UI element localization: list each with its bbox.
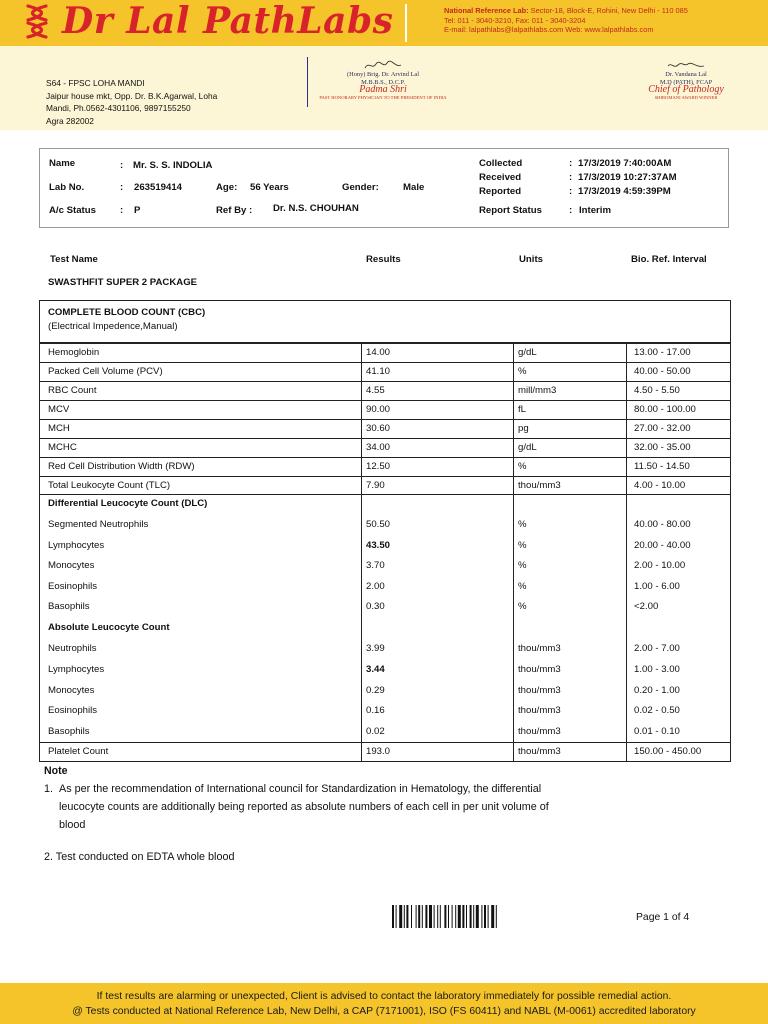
test-result: 0.30	[366, 601, 385, 612]
package-name: SWASTHFIT SUPER 2 PACKAGE	[48, 277, 198, 288]
test-unit: thou/mm3	[518, 746, 561, 757]
lab-address-line: Mandi, Ph.0562-4301106, 9897155250	[46, 103, 191, 114]
test-ref-interval: 0.02 - 0.50	[634, 705, 680, 717]
test-name: MCV	[48, 404, 70, 415]
test-unit: %	[518, 461, 527, 472]
test-ref-interval: 0.01 - 0.10	[634, 726, 680, 738]
doctor-2-award: SHIROMANI AWARD WINNER	[654, 94, 718, 100]
test-ref-interval: 150.00 - 450.00	[634, 746, 702, 757]
footer-advice: If test results are alarming or unexpected, Client is advised to contact the laboratory immediately for possible remedial action.	[96, 991, 672, 1002]
test-name: Neutrophils	[48, 643, 97, 654]
test-ref-interval: 11.50 - 14.50	[634, 461, 690, 472]
col-results: Results	[366, 254, 401, 265]
test-name: Monocytes	[48, 560, 95, 571]
signature-image	[315, 60, 451, 71]
test-unit: %	[518, 601, 527, 612]
note-2: 2. Test conducted on EDTA whole blood	[44, 851, 235, 863]
table-rule	[39, 476, 731, 477]
test-name: Platelet Count	[48, 746, 109, 757]
colon: :	[569, 186, 573, 197]
patient-age: 56 Years	[250, 182, 289, 193]
dna-logo-icon	[20, 3, 54, 43]
colon: :	[120, 182, 124, 193]
doctor-2-title: Chief of Pathology	[648, 84, 724, 96]
note-1	[44, 780, 654, 834]
footer-accreditation: @ Tests conducted at National Reference Lab, New Delhi, a CAP (7171001), ISO (FS 60411) and NABL (M-0061) accredited laboratory	[72, 1006, 696, 1017]
footer-band	[0, 983, 768, 1024]
test-unit: %	[518, 519, 527, 530]
ac-status-label: A/c Status	[49, 205, 96, 216]
header-divider	[405, 4, 407, 42]
test-result: 43.50	[366, 539, 391, 551]
test-ref-interval: 2.00 - 7.00	[634, 643, 680, 654]
table-rule	[39, 381, 731, 382]
labno-label: Lab No.	[49, 182, 85, 193]
test-unit: g/dL	[518, 442, 537, 453]
test-ref-interval: 80.00 - 100.00	[634, 404, 696, 415]
colon: :	[120, 205, 124, 216]
lab-address	[46, 77, 217, 127]
test-unit: thou/mm3	[518, 663, 561, 675]
note-title: Note	[44, 765, 68, 777]
test-result: 2.00	[366, 580, 385, 592]
col-ref-interval: Bio. Ref. Interval	[631, 254, 707, 265]
lab-number: 263519414	[134, 182, 183, 193]
test-name: Red Cell Distribution Width (RDW)	[48, 461, 195, 472]
colon: :	[120, 160, 124, 171]
test-ref-interval: 4.00 - 10.00	[634, 480, 686, 491]
reported-label: Reported	[479, 186, 522, 197]
brand-name: Dr Lal PathLabs	[62, 0, 394, 42]
age-label: Age:	[216, 182, 238, 193]
test-ref-interval: 27.00 - 32.00	[634, 423, 691, 434]
doctor-2-degree: M.D (PATH), FCAP	[659, 78, 713, 86]
nrl-email: E-mail: lalpathlabs@lalpathlabs.com Web: www.lalpathlabs.com	[444, 25, 654, 35]
test-result: 3.44	[366, 663, 385, 675]
test-name: Hemoglobin	[48, 347, 100, 358]
gender-label: Gender:	[342, 182, 379, 193]
test-unit: thou/mm3	[518, 705, 561, 717]
test-unit: %	[518, 539, 527, 551]
test-unit: thou/mm3	[518, 643, 561, 654]
nrl-label: National Reference Lab:	[444, 6, 529, 15]
col-units: Units	[519, 254, 543, 265]
received-value: 17/3/2019 10:27:37AM	[578, 172, 677, 183]
reported-value: 17/3/2019 4:59:39PM	[578, 186, 671, 197]
test-unit: %	[518, 560, 527, 571]
signature-image	[636, 60, 736, 71]
ac-status-value: P	[134, 205, 141, 216]
table-rule	[39, 400, 731, 401]
test-name: Packed Cell Volume (PCV)	[48, 366, 163, 377]
name-label: Name	[49, 158, 76, 169]
test-ref-interval: 32.00 - 35.00	[634, 442, 691, 453]
colon: :	[569, 158, 573, 169]
lab-address-line: Jaipur house mkt, Opp. Dr. B.K.Agarwal, Loha	[46, 90, 218, 101]
collected-label: Collected	[479, 158, 523, 169]
note-1-line-3: blood	[59, 819, 86, 831]
col-test-name: Test Name	[50, 254, 98, 265]
table-rule	[39, 742, 731, 743]
test-unit: g/dL	[518, 347, 537, 358]
test-result: 0.02	[366, 726, 385, 738]
doctor-2-name: Dr. Vandana Lal	[665, 71, 707, 78]
barcode-icon	[392, 905, 554, 928]
doctor-1-note: PAST HONORARY PHYSICIAN TO THE PRESIDENT OF INDIA	[319, 94, 447, 100]
test-ref-interval: <2.00	[634, 601, 659, 612]
test-result: 0.29	[366, 684, 385, 696]
doctor-1-name: (Hony) Brig. Dr. Arvind Lal	[346, 71, 420, 78]
test-name: Lymphocytes	[48, 539, 105, 551]
table-rule	[39, 343, 731, 344]
test-ref-interval: 40.00 - 50.00	[634, 366, 691, 377]
nrl-address: Sector-18, Block-E, Rohini, New Delhi - 110 085	[530, 6, 688, 15]
header-band	[0, 0, 768, 46]
test-ref-interval: 40.00 - 80.00	[634, 519, 691, 530]
colon: :	[569, 172, 573, 183]
test-unit: thou/mm3	[518, 684, 561, 696]
test-name: Lymphocytes	[48, 663, 105, 675]
note-1-line-1: As per the recommendation of International council for Standardization in Hematology, the differential	[59, 783, 542, 795]
test-unit: %	[518, 580, 527, 592]
patient-gender: Male	[403, 182, 425, 193]
test-unit: thou/mm3	[518, 726, 561, 738]
test-result: 41.10	[366, 366, 391, 377]
table-rule	[39, 419, 731, 420]
lab-address-line: Agra 282002	[46, 115, 94, 126]
test-result: 3.99	[366, 643, 385, 654]
test-result: 90.00	[366, 404, 391, 415]
dlc-title: Differential Leucocyte Count (DLC)	[48, 498, 208, 509]
lab-address-line: S64 - FPSC LOHA MANDI	[46, 78, 145, 88]
test-result: 34.00	[366, 442, 391, 453]
page-number: Page 1 of 4	[636, 912, 690, 923]
colon: :	[569, 205, 573, 216]
handwritten-signature-icon	[363, 60, 403, 71]
test-name: Basophils	[48, 726, 90, 738]
received-label: Received	[479, 172, 522, 183]
test-result: 3.70	[366, 560, 385, 571]
test-name: Eosinophils	[48, 705, 98, 717]
test-unit: mill/mm3	[518, 385, 557, 396]
test-name: Total Leukocyte Count (TLC)	[48, 480, 171, 491]
test-name: Basophils	[48, 601, 90, 612]
address-divider	[307, 57, 308, 107]
test-name: Segmented Neutrophils	[48, 519, 149, 530]
national-reference-lab-info	[444, 6, 688, 35]
collected-value: 17/3/2019 7:40:00AM	[578, 158, 672, 169]
test-unit: fL	[518, 404, 527, 415]
table-rule	[39, 457, 731, 458]
test-name: Monocytes	[48, 684, 95, 696]
column-rule	[626, 342, 627, 762]
test-ref-interval: 1.00 - 3.00	[634, 663, 680, 675]
alc-title: Absolute Leucocyte Count	[48, 622, 170, 633]
ref-by-label: Ref By :	[216, 205, 253, 216]
note-number: 1.	[44, 783, 54, 795]
test-unit: thou/mm3	[518, 480, 561, 491]
test-result: 7.90	[366, 480, 385, 491]
signature-block-vandana-lal	[636, 60, 736, 101]
test-name: MCH	[48, 423, 70, 434]
note-1-line-2: leucocyte counts are additionally being reported as absolute numbers of each cell in per unit volume of	[59, 801, 549, 813]
test-ref-interval: 13.00 - 17.00	[634, 347, 691, 358]
test-result: 30.60	[366, 423, 391, 434]
test-name: Eosinophils	[48, 580, 98, 592]
report-status-label: Report Status	[479, 205, 542, 216]
column-rule	[513, 342, 514, 762]
section-title: COMPLETE BLOOD COUNT (CBC)	[48, 307, 206, 318]
table-rule	[39, 438, 731, 439]
nrl-tel: Tel: 011 - 3040-3210, Fax: 011 - 3040-3204	[444, 15, 586, 25]
test-result: 14.00	[366, 347, 391, 358]
doctor-1-award: Padma Shri	[359, 84, 407, 96]
column-rule	[361, 342, 362, 762]
test-result: 50.50	[366, 519, 391, 530]
doctor-1-degree: M.B.B.S., D.C.P.	[361, 78, 405, 86]
ref-by-value: Dr. N.S. CHOUHAN	[273, 203, 359, 214]
test-result: 4.55	[366, 385, 385, 396]
test-ref-interval: 1.00 - 6.00	[634, 580, 680, 592]
signature-block-arvind-lal	[315, 60, 451, 101]
test-result: 12.50	[366, 461, 391, 472]
table-rule	[39, 362, 731, 363]
section-subtitle: (Electrical Impedence,Manual)	[48, 321, 178, 332]
test-ref-interval: 0.20 - 1.00	[634, 684, 680, 696]
table-rule	[39, 494, 731, 495]
test-result: 193.0	[366, 746, 391, 757]
test-ref-interval: 20.00 - 40.00	[634, 539, 691, 551]
test-name: MCHC	[48, 442, 77, 453]
patient-name: Mr. S. S. INDOLIA	[133, 160, 213, 171]
handwritten-signature-icon	[666, 60, 706, 71]
test-ref-interval: 4.50 - 5.50	[634, 385, 680, 396]
report-status-value: Interim	[579, 205, 611, 216]
test-result: 0.16	[366, 705, 385, 717]
test-unit: %	[518, 366, 527, 377]
test-name: RBC Count	[48, 385, 97, 396]
test-unit: pg	[518, 423, 529, 434]
test-ref-interval: 2.00 - 10.00	[634, 560, 686, 571]
